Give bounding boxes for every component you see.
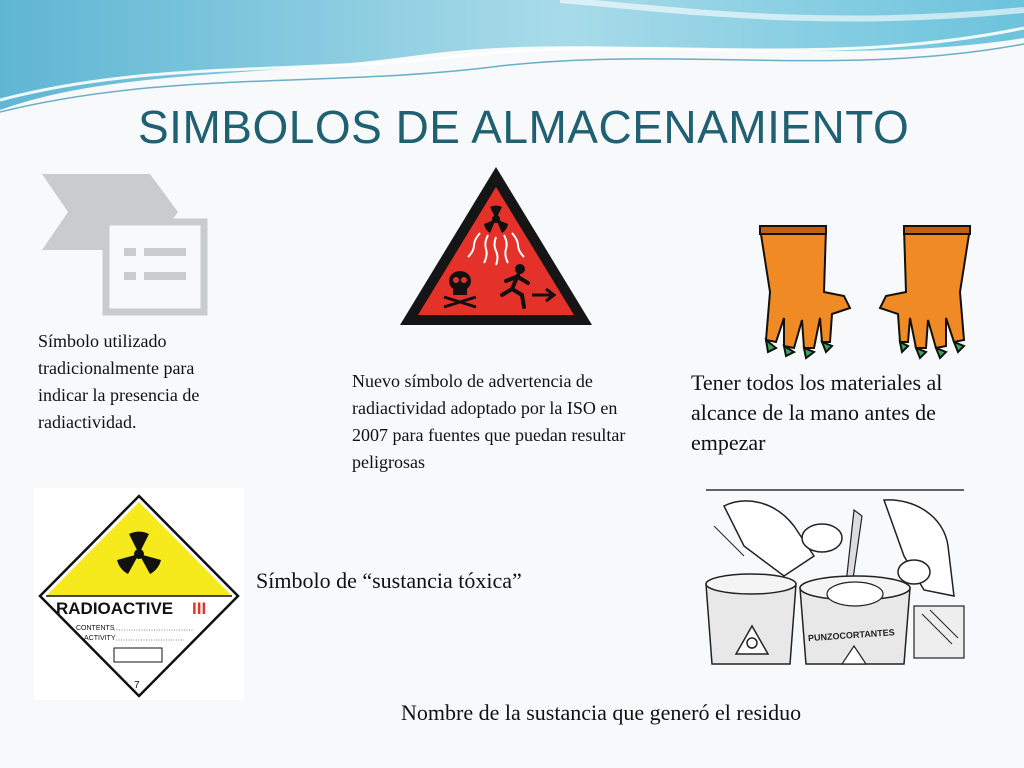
container-label: PUNZOCORTANTES (807, 627, 896, 644)
waste-containers-illustration (704, 486, 966, 666)
contents-label: CONTENTS (76, 625, 115, 632)
caption-substance-name: Nombre de la sustancia que generó el residuo (401, 700, 802, 725)
class-number: 7 (134, 680, 140, 691)
content-placeholder-icon (42, 172, 208, 316)
caption-traditional-symbol: Símbolo utilizado tradicionalmente para indicar la presencia de radiactividad. (38, 331, 200, 432)
radioactive-category: III (192, 599, 207, 618)
iso-radiation-warning-icon (398, 165, 594, 329)
radioactive-heading: RADIOACTIVE (56, 599, 174, 618)
activity-label: ACTIVITY (84, 635, 116, 642)
radioactive-diamond-icon (34, 488, 244, 700)
radioactive-label (34, 488, 244, 700)
caption-materials: Tener todos los materiales al alcance de la mano antes de empezar (691, 370, 943, 455)
caption-toxic-symbol: Símbolo de “sustancia tóxica” (256, 568, 522, 593)
gloves-icon (754, 222, 976, 360)
caption-new-symbol: Nuevo símbolo de advertencia de radiactividad adoptado por la ISO en 2007 para fuentes que puedan resultar peligrosas (352, 371, 626, 472)
slide-title: SIMBOLOS DE ALMACENAMIENTO (138, 101, 910, 153)
